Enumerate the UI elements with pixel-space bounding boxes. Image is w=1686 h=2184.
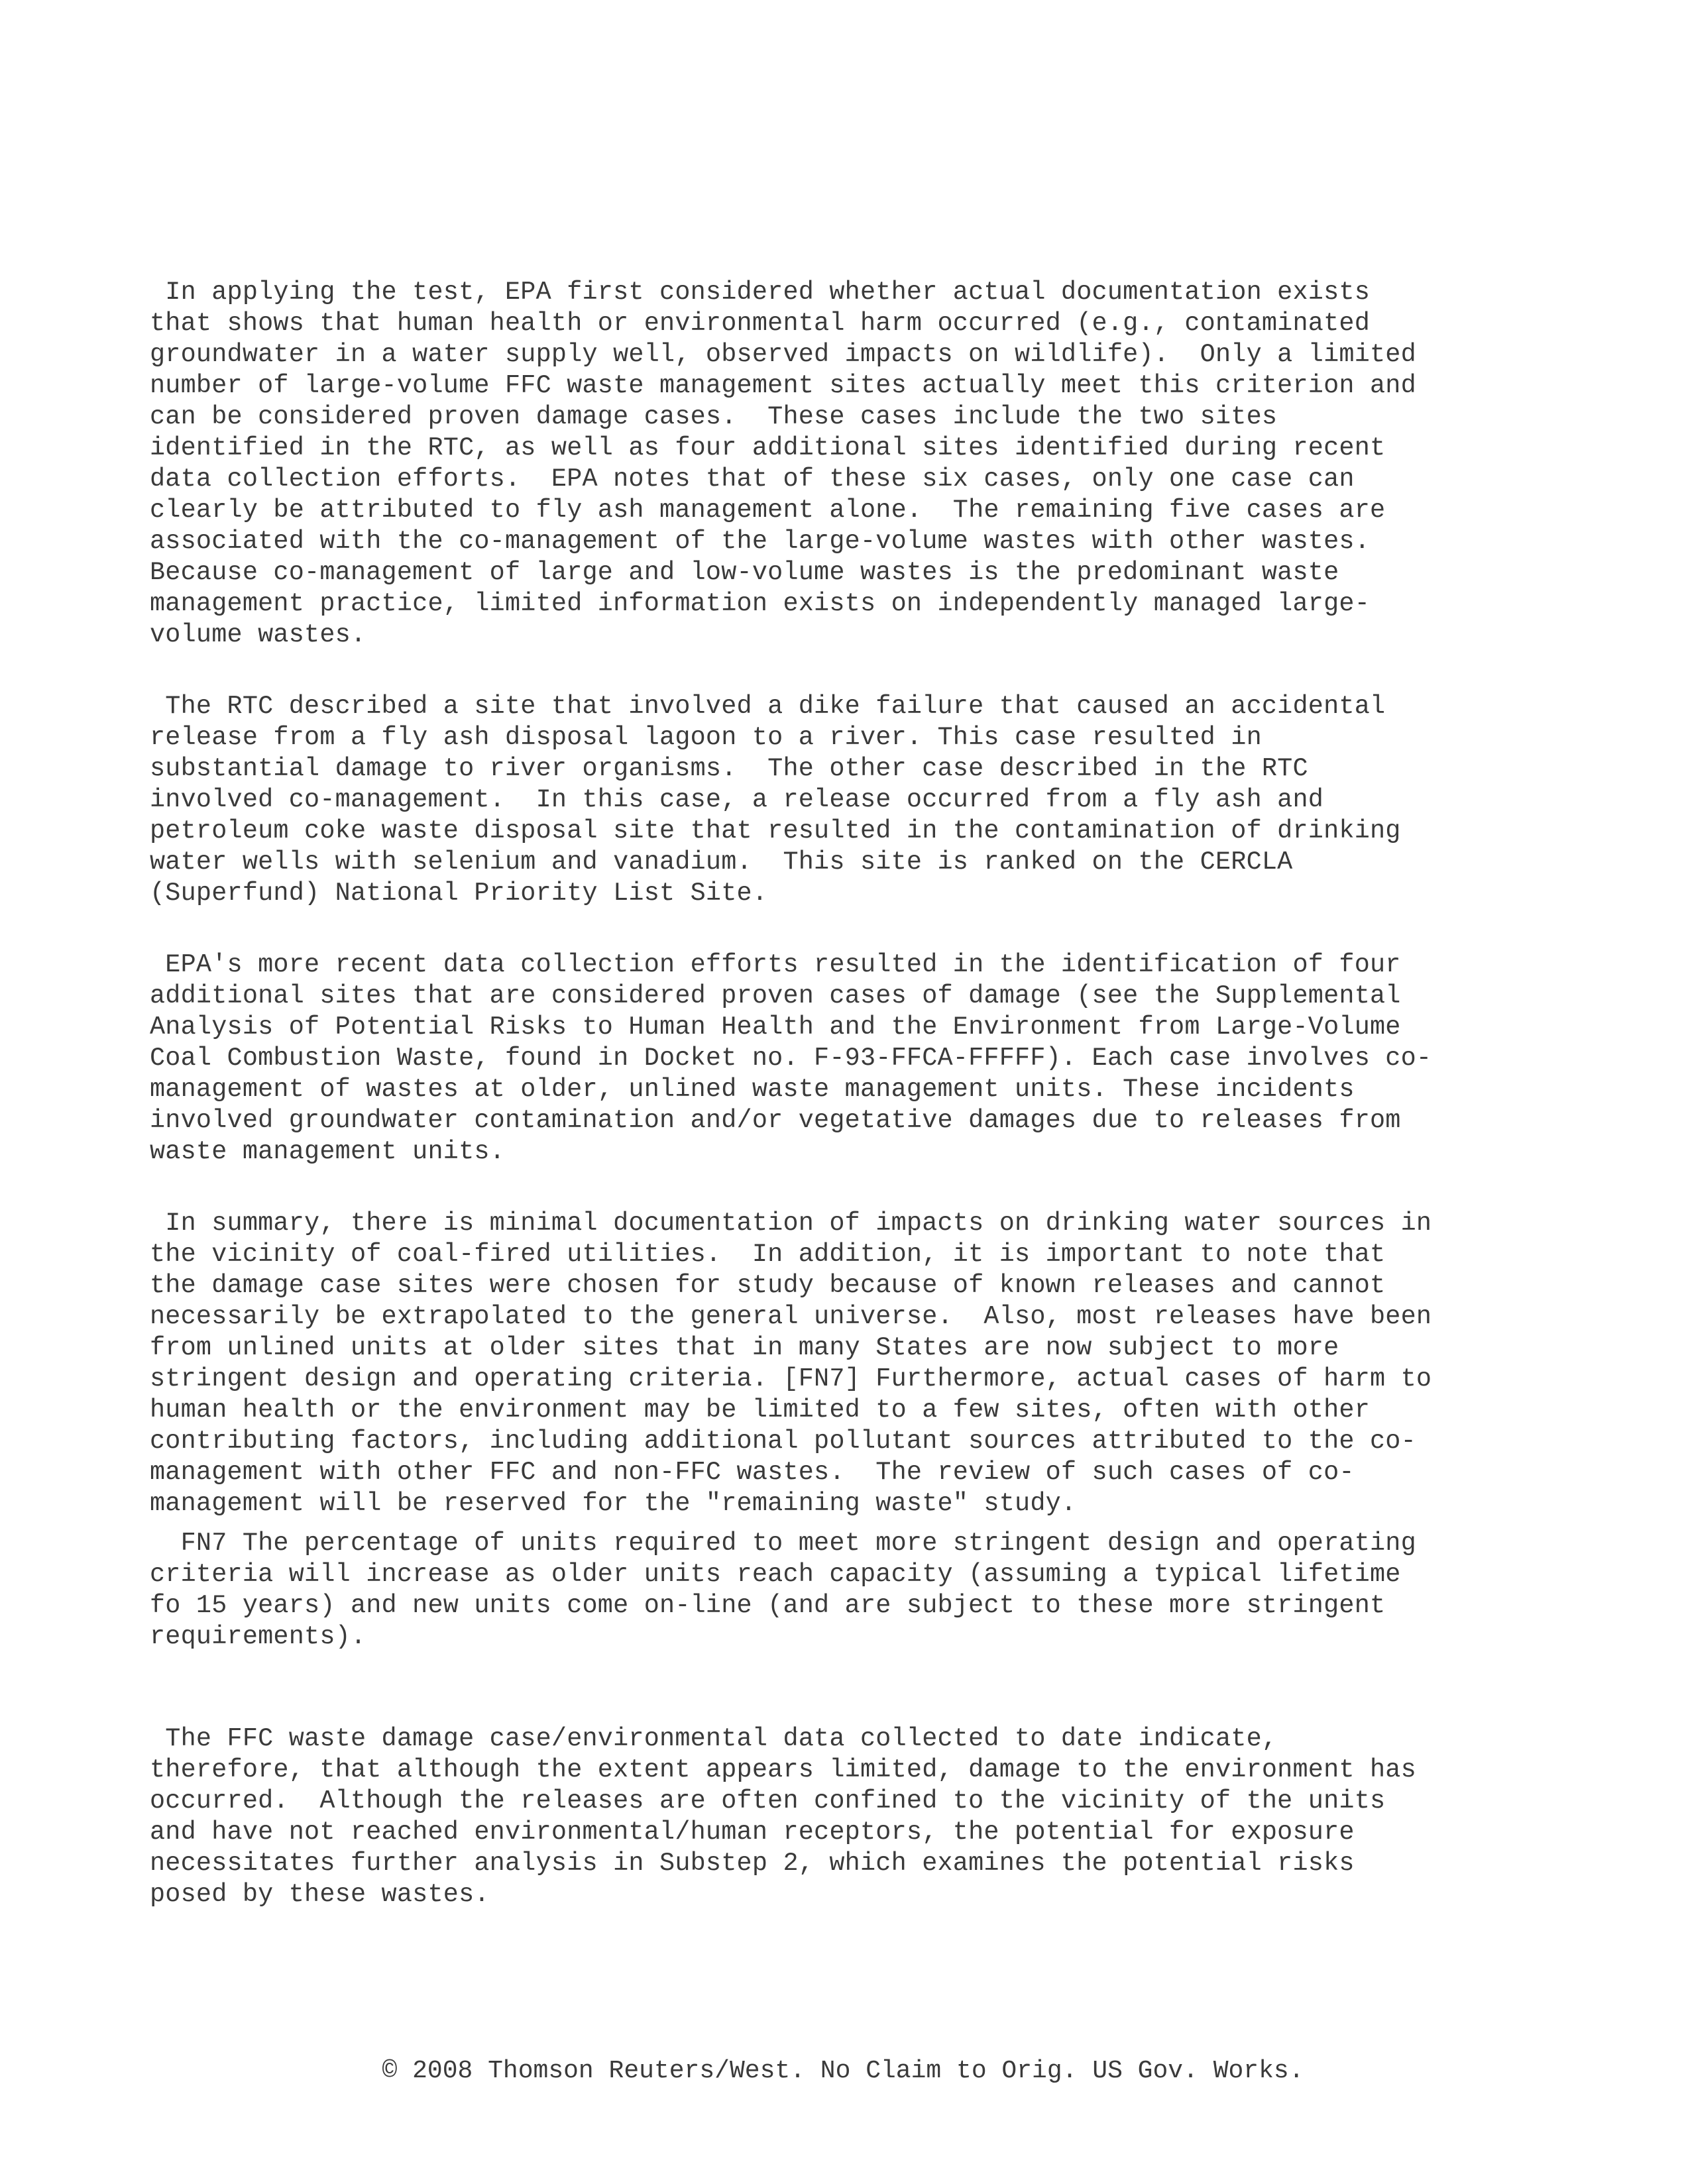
copyright-footer: © 2008 Thomson Reuters/West. No Claim to Orig. US Gov. Works. <box>382 2057 1304 2085</box>
paragraph-conclusion: The FFC waste damage case/environmental data collected to date indicate, therefore, that although the extent appears limited, damage to the environment has occurred. Although the releases are often confined to the vicinity of the units and have not reached environmental/human receptors, the potential for exposure necessitates further analysis in Substep 2, which examines the potential risks posed by these wastes. <box>150 1724 1416 1909</box>
paragraph-summary: In summary, there is minimal documentation of impacts on drinking water sources in the vicinity of coal-fired utilities. In addition, it is important to note that the damage case sites were chosen for study because of known releases and cannot necessarily be extrapolated to the general universe. Also, most releases have been from unlined units at older sites that in many States are now subject to more stringent design and operating criteria. [FN7] Furthermore, actual cases of harm to human health or the environment may be limited to a few sites, often with other contributing factors, including additional pollutant sources attributed to the co- management with other FFC and non-FFC wastes. The review of such cases of co- management will be reserved for the "remaining waste" study. <box>150 1209 1432 1518</box>
footnote-fn7: FN7 The percentage of units required to meet more stringent design and operating criteria will increase as older units reach capacity (assuming a typical lifetime fo 15 years) and new units come on-line (and are subject to these more stringent requirements). <box>150 1529 1416 1651</box>
paragraph-rtc-site: The RTC described a site that involved a dike failure that caused an accidental release from a fly ash disposal lagoon to a river. This case resulted in substantial damage to river organisms. The other case described in the RTC involved co-management. In this case, a release occurred from a fly ash and petroleum coke waste disposal site that resulted in the contamination of drinking water wells with selenium and vanadium. This site is ranked on the CERCLA (Superfund) National Priority List Site. <box>150 692 1401 908</box>
paragraph-applying-test: In applying the test, EPA first considered whether actual documentation exists that shows that human health or environmental harm occurred (e.g., contaminated groundwater in a water supply well, observed impacts on wildlife). Only a limited number of large-volume FFC waste management sites actually meet this criterion and can be considered proven damage cases. These cases include the two sites identified in the RTC, as well as four additional sites identified during recent data collection efforts. EPA notes that of these six cases, only one case can clearly be attributed to fly ash management alone. The remaining five cases are associated with the co-management of the large-volume wastes with other wastes. Because co-management of large and low-volume wastes is the predominant waste management practice, limited information exists on independently managed large- volume wastes. <box>150 278 1416 649</box>
paragraph-recent-data-collection: EPA's more recent data collection efforts resulted in the identification of four additional sites that are considered proven cases of damage (see the Supplemental Analysis of Potential Risks to Human Health and the Environment from Large-Volume Coal Combustion Waste, found in Docket no. F-93-FFCA-FFFFF). Each case involves co- management of wastes at older, unlined waste management units. These incidents involved groundwater contamination and/or vegetative damages due to releases from waste management units. <box>150 950 1432 1166</box>
